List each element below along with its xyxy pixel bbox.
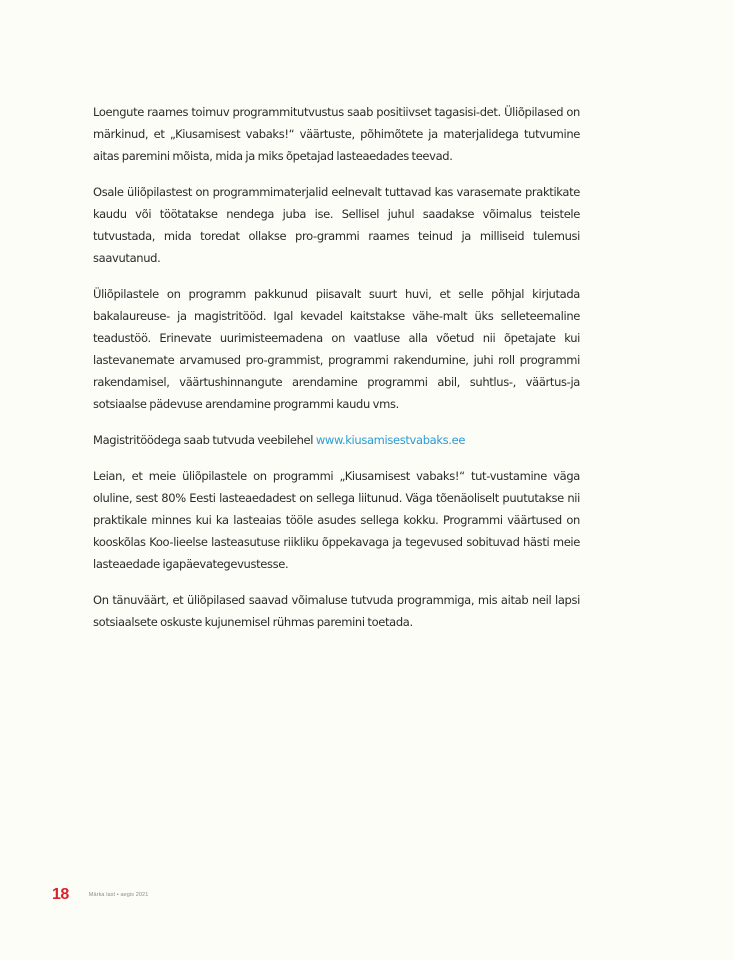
body-text-column	[93, 101, 580, 647]
website-link[interactable]: www.kiusamisestvabaks.ee	[315, 433, 466, 447]
paragraph-3: Üliõpilastele on programm pakkunud piisavalt suurt huvi, et selle põhjal kirjutada bakalaureuse- ja magistritööd. Igal kevadel kaitstakse vähe-malt üks selleteemaline teadustöö. Erinevate uurimisteemadena on vaatluse alla võetud nii õpetajate kui lastevanemate arvamused pro-grammist, programmi rakendumine, juhi roll programmi rakendamisel, väärtushinnangute arendamine programmi abil, suhtlus-, väärtus-ja sotsiaalse pädevuse arendamine programmi kaudu vms.	[93, 287, 580, 411]
page-footer	[52, 886, 148, 904]
link-intro-text: Magistritöödega saab tutvuda veebilehel	[93, 433, 316, 447]
paragraph-link	[93, 429, 580, 451]
publication-title: Märka last • aegis 2021	[88, 892, 149, 898]
page-number: 18	[52, 886, 69, 903]
paragraph-2: Osale üliõpilastest on programmimaterjalid eelnevalt tuttavad kas varasemate praktikate kaudu või töötatakse nendega juba ise. Sellisel juhul saadakse võimalus teistele tutvustada, mida toredat ollakse pro-grammi raames teinud ja milliseid tulemusi saavutanud.	[93, 185, 580, 265]
paragraph-1: Loengute raames toimuv programmitutvustus saab positiivset tagasisi-det. Üliõpilased on märkinud, et „Kiusamisest vabaks!“ väärtuste, põhimõtete ja materjalidega tutvumine aitas paremini mõista, mida ja miks õpetajad lasteaedades teevad.	[93, 105, 580, 163]
paragraph-4: Leian, et meie üliõpilastele on programmi „Kiusamisest vabaks!“ tut-vustamine väga oluline, sest 80% Eesti lasteaedadest on sellega liitunud. Väga tõenäoliselt puututakse nii praktikale minnes kui ka lasteaias tööle asudes sellega kokku. Programmi väärtused on kooskõlas Koo-lieelse lasteasutuse riikliku õppekavaga ja tegevused sobituvad hästi meie lasteaedade igapäevategevustesse.	[93, 469, 580, 571]
paragraph-5: On tänuväärt, et üliõpilased saavad võimaluse tutvuda programmiga, mis aitab neil lapsi sotsiaalsete oskuste kujunemisel rühmas paremini toetada.	[93, 593, 580, 629]
